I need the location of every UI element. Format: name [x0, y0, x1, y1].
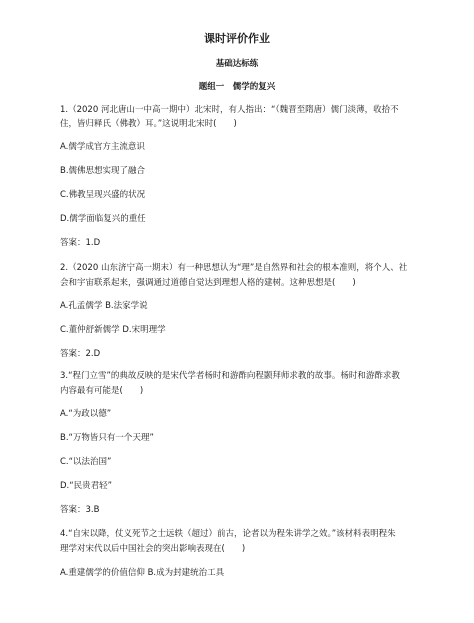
- question-1-option-a: A.儒学成官方主流意识: [60, 142, 145, 152]
- question-2-answer: 答案：2.D: [60, 349, 101, 359]
- page-title: 课时评价作业: [204, 32, 270, 45]
- question-2-option-cd: C.董仲舒新儒学 D.宋明理学: [60, 325, 166, 335]
- question-2-option-ab: A.孔孟儒学 B.法家学说: [60, 301, 148, 311]
- question-1-answer: 答案：1.D: [60, 238, 101, 248]
- question-1-option-d: D.儒学面临复兴的重任: [60, 214, 146, 224]
- question-3-option-b: B.“万物皆只有一个天理”: [60, 433, 154, 443]
- question-1-stem-line-2: 住，皆归释氏（佛教）耳。”这说明北宋时( ): [60, 119, 237, 129]
- question-4-option-ab: A.重建儒学的价值信仰 B.成为封建统治工具: [60, 568, 225, 578]
- question-1-stem-line-1: 1.（2020 河北唐山一中高一期中）北宋时，有人指出：“（魏晋至隋唐）儒门淡薄，收拾不: [60, 105, 399, 115]
- question-4-stem-line-2: 理学对宋代以后中国社会的突出影响表现在( ): [60, 544, 246, 554]
- question-3-stem-line-2: 内容最有可能是( ): [60, 386, 144, 396]
- question-1-option-c: C.佛教呈现兴盛的状况: [60, 190, 146, 200]
- topic-heading: 题组一 儒学的复兴: [198, 82, 276, 92]
- question-3-option-c: C.“以法治国”: [60, 457, 112, 467]
- question-3-answer: 答案：3.B: [60, 505, 100, 515]
- question-2-stem-line-2: 会和宇宙联系起来，强调通过道德自觉达到理想人格的建树。这种思想是( ): [60, 278, 356, 288]
- section-subtitle: 基础达标练: [215, 59, 259, 69]
- question-3-option-a: A.“为政以德”: [60, 409, 112, 419]
- question-1-option-b: B.儒佛思想实现了融合: [60, 166, 146, 176]
- question-3-option-d: D.“民贵君轻”: [60, 481, 113, 491]
- question-3-stem-line-1: 3.“程门立雪”的典故反映的是宋代学者杨时和游酢向程颢拜师求教的故事。杨时和游酢求教: [60, 371, 400, 381]
- question-2-stem-line-1: 2.（2020 山东济宁高一期末）有一种思想认为“理”是自然界和社会的根本准则，将个人、社: [60, 263, 408, 273]
- question-4-stem-line-1: 4.“自宋以降，仗义死节之士远轶（超过）前古，论者以为程朱讲学之效。”该材料表明程朱: [60, 529, 396, 539]
